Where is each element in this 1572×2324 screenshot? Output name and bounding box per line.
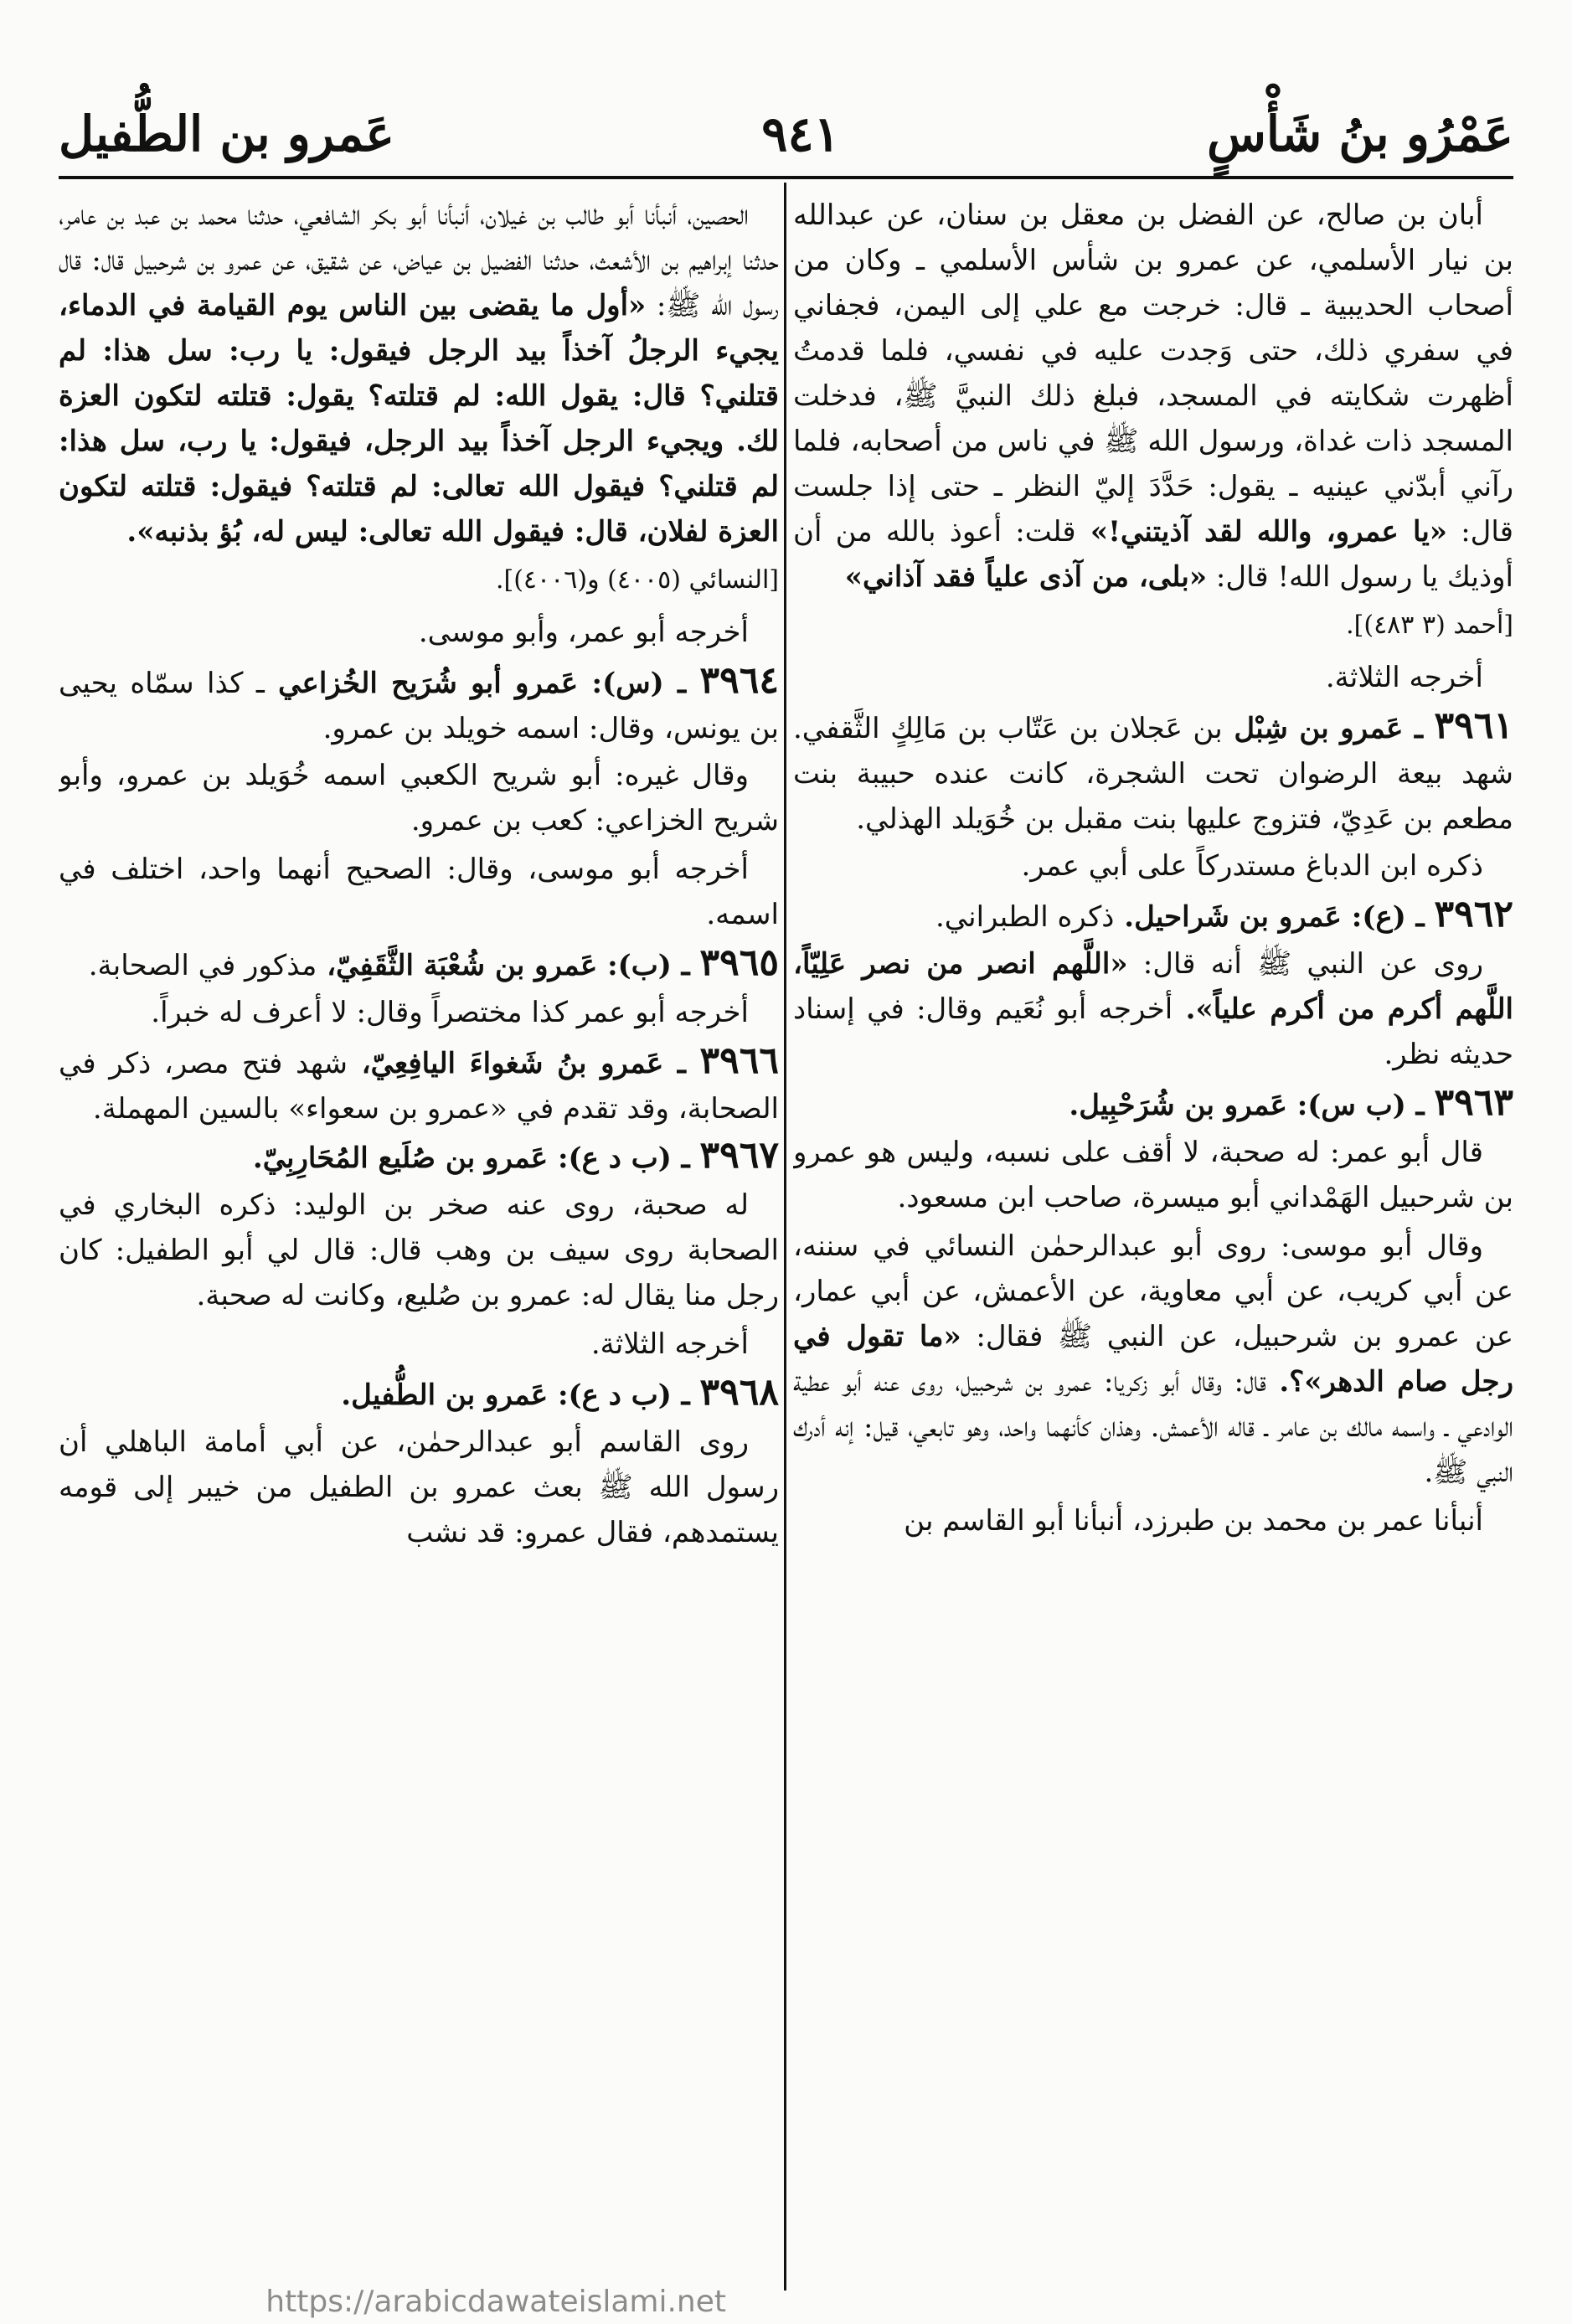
- column-divider: [784, 183, 786, 2291]
- paragraph: [59, 753, 779, 843]
- left-column: [59, 193, 779, 2282]
- text-run: أخرجه أبو عمر، وأبو موسى.: [418, 616, 749, 649]
- entry-number: ٣٩٦٤: [699, 659, 779, 702]
- paragraph: [793, 843, 1513, 889]
- entry-text: مذكور في الصحابة.: [88, 949, 317, 982]
- paragraph: [59, 847, 779, 937]
- text-run: الحصين، أنبأنا أبو طالب بن غيلان، أنبأنا أبو بكر الشافعي، حدثنا محمد بن عبد بن عامر، حدثنا إبراهيم بن الأشعث، حدثنا الفضيل بن عياض، عن شقيق، عن عمرو بن شرحبيل قال: قال رسول الله ﷺ:: [59, 198, 779, 322]
- entry-name: ـ (ع): عَمرو بن شَراحيل.: [1114, 900, 1435, 934]
- watermark-url: https://arabicdawateislami.net: [265, 2285, 726, 2319]
- paragraph: [59, 1420, 779, 1555]
- citation: [أحمد (٣ ٤٨٣)].: [1346, 611, 1513, 640]
- running-title-left: عَمرو بن الطُّفيل: [59, 106, 394, 162]
- hadith-quote: «أول ما يقضى بين الناس يوم القيامة في الدماء، يجيء الرجلُ آخذاً بيد الرجل فيقول: يا رب: سل هذا: لم قتلني؟ قال: يقول الله: لم قتلته؟ يقول: قتلته لتكون العزة لك. ويجيء الرجل آخذاً بيد الرجل، فيقول: يا رب، سل هذا: لم قتلني؟ فيقول الله تعالى: لم قتلته؟ فيقول: قتلته لتكون العزة لفلان، قال: فيقول الله تعالى: ليس له، بُؤ بذنبه».: [59, 289, 779, 549]
- hadith-quote: «يا عمرو، والله لقد آذيتني!»: [1075, 515, 1448, 549]
- text-run: روى القاسم أبو عبدالرحمٰن، عن أبي أمامة الباهلي أن رسول الله ﷺ بعث عمرو بن الطفيل من خيبر إلى قومه يستمدهم، فقال عمرو: قد نشب: [59, 1425, 779, 1549]
- paragraph: [793, 941, 1513, 1077]
- paragraph: [793, 655, 1513, 700]
- entry-name: ـ (س): عَمرو أبو شُرَيح الخُزاعي: [264, 667, 700, 700]
- entry-heading: [59, 1038, 779, 1131]
- header-rule: [59, 176, 1513, 179]
- running-title-right: عَمْرُو بنُ شَأْسٍ: [1207, 106, 1513, 162]
- entry-name: ـ (ب د ع): عَمرو بن صُلَيع المُحَارِبِيّ.: [252, 1141, 700, 1175]
- paragraph: [59, 1322, 779, 1367]
- hadith-quote: «ما تقول في رجل صام الدهر»؟.: [793, 1320, 1513, 1399]
- text-run: أخرجه أبو موسى، وقال: الصحيح أنهما واحد، اختلف في اسمه.: [59, 853, 779, 931]
- paragraph: [793, 1498, 1513, 1543]
- paragraph: [793, 193, 1513, 600]
- entry-heading: [59, 658, 779, 751]
- text-run: أنبأنا عمر بن محمد بن طبرزد، أنبأنا أبو القاسم بن: [904, 1504, 1483, 1538]
- text-run: قلت: أعوذ بالله من أن أوذيك يا رسول الله! قال:: [793, 515, 1513, 594]
- entry-number: ٣٩٦١: [1434, 704, 1513, 747]
- paragraph: [59, 610, 779, 655]
- text-run: أخرجه الثلاثة.: [590, 1327, 749, 1361]
- entry-text: ذكره الطبراني.: [935, 900, 1115, 934]
- text-run: أخرجه الثلاثة.: [1325, 661, 1483, 694]
- entry-number: ٣٩٦٧: [699, 1134, 779, 1177]
- right-column: [793, 193, 1513, 2282]
- entry-number: ٣٩٦٢: [1434, 893, 1513, 935]
- entry-number: ٣٩٦٣: [1434, 1081, 1513, 1124]
- text-run: روى عن النبي ﷺ أنه قال:: [1127, 947, 1483, 981]
- text-run: ذكره ابن الدباغ مستدركاً على أبي عمر.: [1021, 849, 1483, 883]
- entry-heading: [59, 1133, 779, 1181]
- entry-number: ٣٩٦٨: [699, 1371, 779, 1414]
- paragraph: [59, 990, 779, 1035]
- paragraph: [793, 1224, 1513, 1495]
- hadith-quote: «بلى، من آذى علياً فقد آذاني»: [844, 560, 1208, 594]
- entry-number: ٣٩٦٥: [699, 941, 779, 984]
- entry-name: ـ (ب س): عَمرو بن شُرَحْبِيل.: [1069, 1089, 1435, 1122]
- text-run: أبان بن صالح، عن الفضل بن معقل بن سنان، عن عبدالله بن نيار الأسلمي، عن عمرو بن شأس الأسلمي ـ وكان من أصحاب الحديبية ـ قال: خرجت مع علي إلى اليمن، فجفاني في سفري ذلك، حتى وَجدت عليه في نفسي، فلما قدمتُ أظهرت شكايته في المسجد، فبلغ ذلك النبيَّ ﷺ، فدخلت المسجد ذات غداة، ورسول الله ﷺ في ناس من أصحابه، فلما رآني أبدّني عينيه ـ يقول: حَدَّدَ إليّ النظر ـ حتى إذا جلست قال:: [793, 198, 1513, 549]
- entry-heading: [793, 1080, 1513, 1128]
- entry-name: ـ عَمرو بن شِبْل: [1222, 712, 1435, 745]
- entry-name: ـ (ب): عَمرو بن شُعْبَة الثَّقَفِيّ،: [317, 949, 700, 982]
- text-run: أخرجه أبو عمر كذا مختصراً وقال: لا أعرف له خبراً.: [151, 996, 749, 1029]
- entry-number: ٣٩٦٦: [699, 1039, 779, 1082]
- paragraph: [793, 1130, 1513, 1220]
- entry-text: شهد فتح مصر، ذكر في الصحابة، وقد تقدم في «عمرو بن سعواء» بالسين المهملة.: [59, 1047, 779, 1126]
- paragraph: [59, 193, 779, 554]
- text-run: وقال أبو موسى: روى أبو عبدالرحمٰن النسائي في سننه، عن أبي كريب، عن أبي معاوية، عن الأعمش، عن أبي عمار، عن عمرو بن شرحبيل، عن النبي ﷺ فقال:: [793, 1229, 1513, 1353]
- entry-heading: [793, 703, 1513, 842]
- text-run: قال أبو عمر: له صحبة، لا أقف على نسبه، وليس هو عمرو بن شرحبيل الهَمْداني أبو ميسرة، صاحب ابن مسعود.: [793, 1136, 1513, 1214]
- text-run: قال: وقال أبو زكريا: عمرو بن شرحبيل، روى عنه أبو عطية الوادعي ـ واسمه مالك بن عامر ـ قاله الأعمش. وهذان كأنهما واحد، وهو تابعي، قيل: إنه أدرك النبي ﷺ.: [793, 1365, 1513, 1489]
- entry-name: ـ (ب د ع): عَمرو بن الطُّفيل.: [341, 1378, 700, 1412]
- entry-heading: [59, 1370, 779, 1418]
- text-run: له صحبة، روى عنه صخر بن الوليد: ذكره البخاري في الصحابة روى سيف بن وهب قال: قال لي أبو الطفيل: كان رجل منا يقال له: عمرو بن صُليع، وكانت له صحبة.: [59, 1188, 779, 1312]
- entry-heading: [59, 940, 779, 988]
- entry-heading: [793, 892, 1513, 940]
- page-number: ٩٤١: [761, 106, 840, 162]
- entry-text: بن عَجلان بن عَتّاب بن مَالِكٍ الثَّقفي. شهد بيعة الرضوان تحت الشجرة، كانت عنده حبيبة بنت مطعم بن عَدِيّ، فتزوج عليها بنت مقبل بن خُوَيلد الهذلي.: [793, 712, 1513, 836]
- entry-name: ـ عَمرو بنُ شَغواءَ اليافِعِيّ،: [347, 1047, 700, 1080]
- paragraph: [59, 1183, 779, 1318]
- page-header: [59, 92, 1513, 176]
- citation: [النسائي (٤٠٠٥) و(٤٠٠٦)].: [495, 565, 779, 595]
- text-run: أخرجه أبو نُعَيم وقال: في إسناد حديثه نظر.: [793, 992, 1513, 1071]
- text-run: وقال غيره: أبو شريح الكعبي اسمه خُوَيلد بن عمرو، وأبو شريح الخزاعي: كعب بن عمرو.: [59, 759, 779, 837]
- entry-text: ـ كذا سمّاه يحيى بن يونس، وقال: اسمه خويلد بن عمرو.: [59, 667, 779, 745]
- hadith-quote: «اللَّهم انصر من نصر عَلِيّاً، اللَّهم أكرم من أكرم علياً».: [793, 947, 1513, 1026]
